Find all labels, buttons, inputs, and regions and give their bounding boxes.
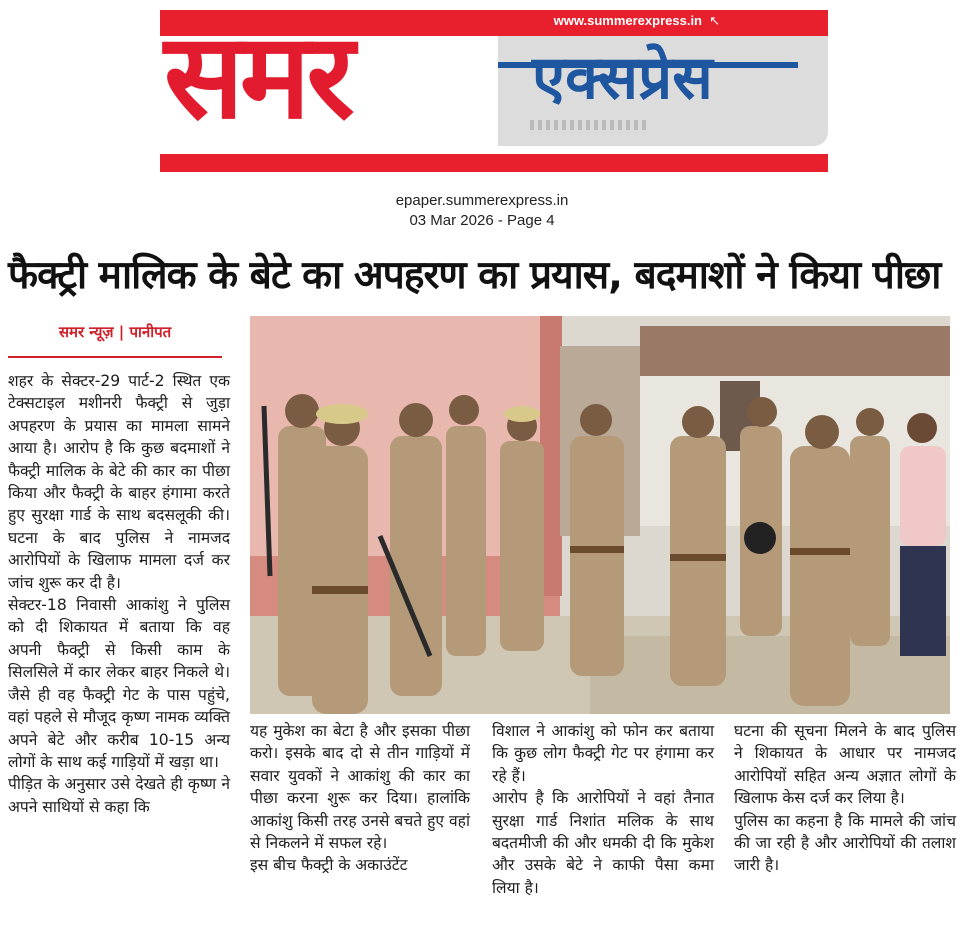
masthead-bottom-bar xyxy=(160,154,828,172)
epaper-url: epaper.summerexpress.in xyxy=(395,192,569,209)
masthead-name-primary: समर xyxy=(164,7,351,145)
paragraph: यह मुकेश का बेटा है और इसका पीछा करो। इसके बाद दो से तीन गाड़ियों में सवार युवकों ने आकांशु की कार का पीछा करना शुरू कर दिया। हालांकि आकांशु किसी तरह उनसे बचते हुए वहां से निकलने में सफल रहे। xyxy=(250,722,470,853)
paragraph: पीड़ित के अनुसार उसे देखते ही कृष्ण ने अपने साथियों से कहा कि xyxy=(8,775,230,816)
paragraph: इस बीच फैक्ट्री के अकाउंटेंट xyxy=(250,856,408,875)
police-officers-photo xyxy=(250,316,950,714)
article-column-3 xyxy=(492,720,714,899)
article-byline: समर न्यूज़ | पानीपत xyxy=(58,323,172,341)
masthead-name-secondary: एक्सप्रेस xyxy=(532,43,713,113)
masthead-website: www.summerexpress.in xyxy=(553,13,702,28)
masthead-logo xyxy=(160,7,828,172)
paragraph: आरोप है कि आरोपियों ने वहां तैनात सुरक्षा गार्ड निशांत मलिक के साथ बदतमीजी की और धमकी दी कि मुकेश और उसके बेटे ने काफी पैसा कमा लिया है। xyxy=(492,789,714,897)
paragraph: पुलिस का कहना है कि मामले की जांच की जा रही है और आरोपियों की तलाश जारी है। xyxy=(734,811,956,875)
edition-date-page: 03 Mar 2026 - Page 4 xyxy=(409,212,555,229)
byline-divider xyxy=(8,356,222,358)
article-column-2 xyxy=(250,720,470,877)
masthead-dots xyxy=(530,120,650,130)
article-column-1 xyxy=(8,370,230,818)
paragraph: सेक्टर-18 निवासी आकांशु ने पुलिस को दी शिकायत में बताया कि वह अपनी फैक्ट्री से किसी काम के सिलसिले में कार लेकर बाहर निकले थे। जैसे ही वह फैक्ट्री गेट के पास पहुंचे, वहां पहले से मौजूद कृष्ण नामक व्यक्ति अपने बेटे और करीब 10-15 अन्य लोगों के साथ कई गाड़ियों में खड़ा था। xyxy=(8,596,230,771)
paragraph: विशाल ने आकांशु को फोन कर बताया कि कुछ लोग फैक्ट्री गेट पर हंगामा कर रहे हैं। xyxy=(492,722,714,785)
paragraph: घटना की सूचना मिलने के बाद पुलिस ने शिकायत के आधार पर नामजद आरोपियों सहित अन्य अज्ञात लोगों के खिलाफ केस दर्ज कर लिया है। xyxy=(734,722,956,808)
article-column-4 xyxy=(734,720,956,877)
paragraph: शहर के सेक्टर-29 पार्ट-2 स्थित एक टेक्सटाइल मशीनरी फैक्ट्री से जुड़ा अपहरण के प्रयास का मामला सामने आया है। आरोप है कि कुछ बदमाशों ने फैक्ट्री मालिक के बेटे की कार का पीछा किया और फैक्ट्री के बाहर हंगामा करते हुए सुरक्षा गार्ड के साथ बदसलूकी की। घटना के बाद पुलिस ने नामजद आरोपियों के खिलाफ मामला दर्ज कर जांच शुरू कर दी है। xyxy=(8,372,230,592)
cursor-arrow-icon: ↖ xyxy=(709,14,720,29)
article-headline: फैक्ट्री मालिक के बेटे का अपहरण का प्रयास, बदमाशों ने किया पीछा xyxy=(8,253,941,298)
